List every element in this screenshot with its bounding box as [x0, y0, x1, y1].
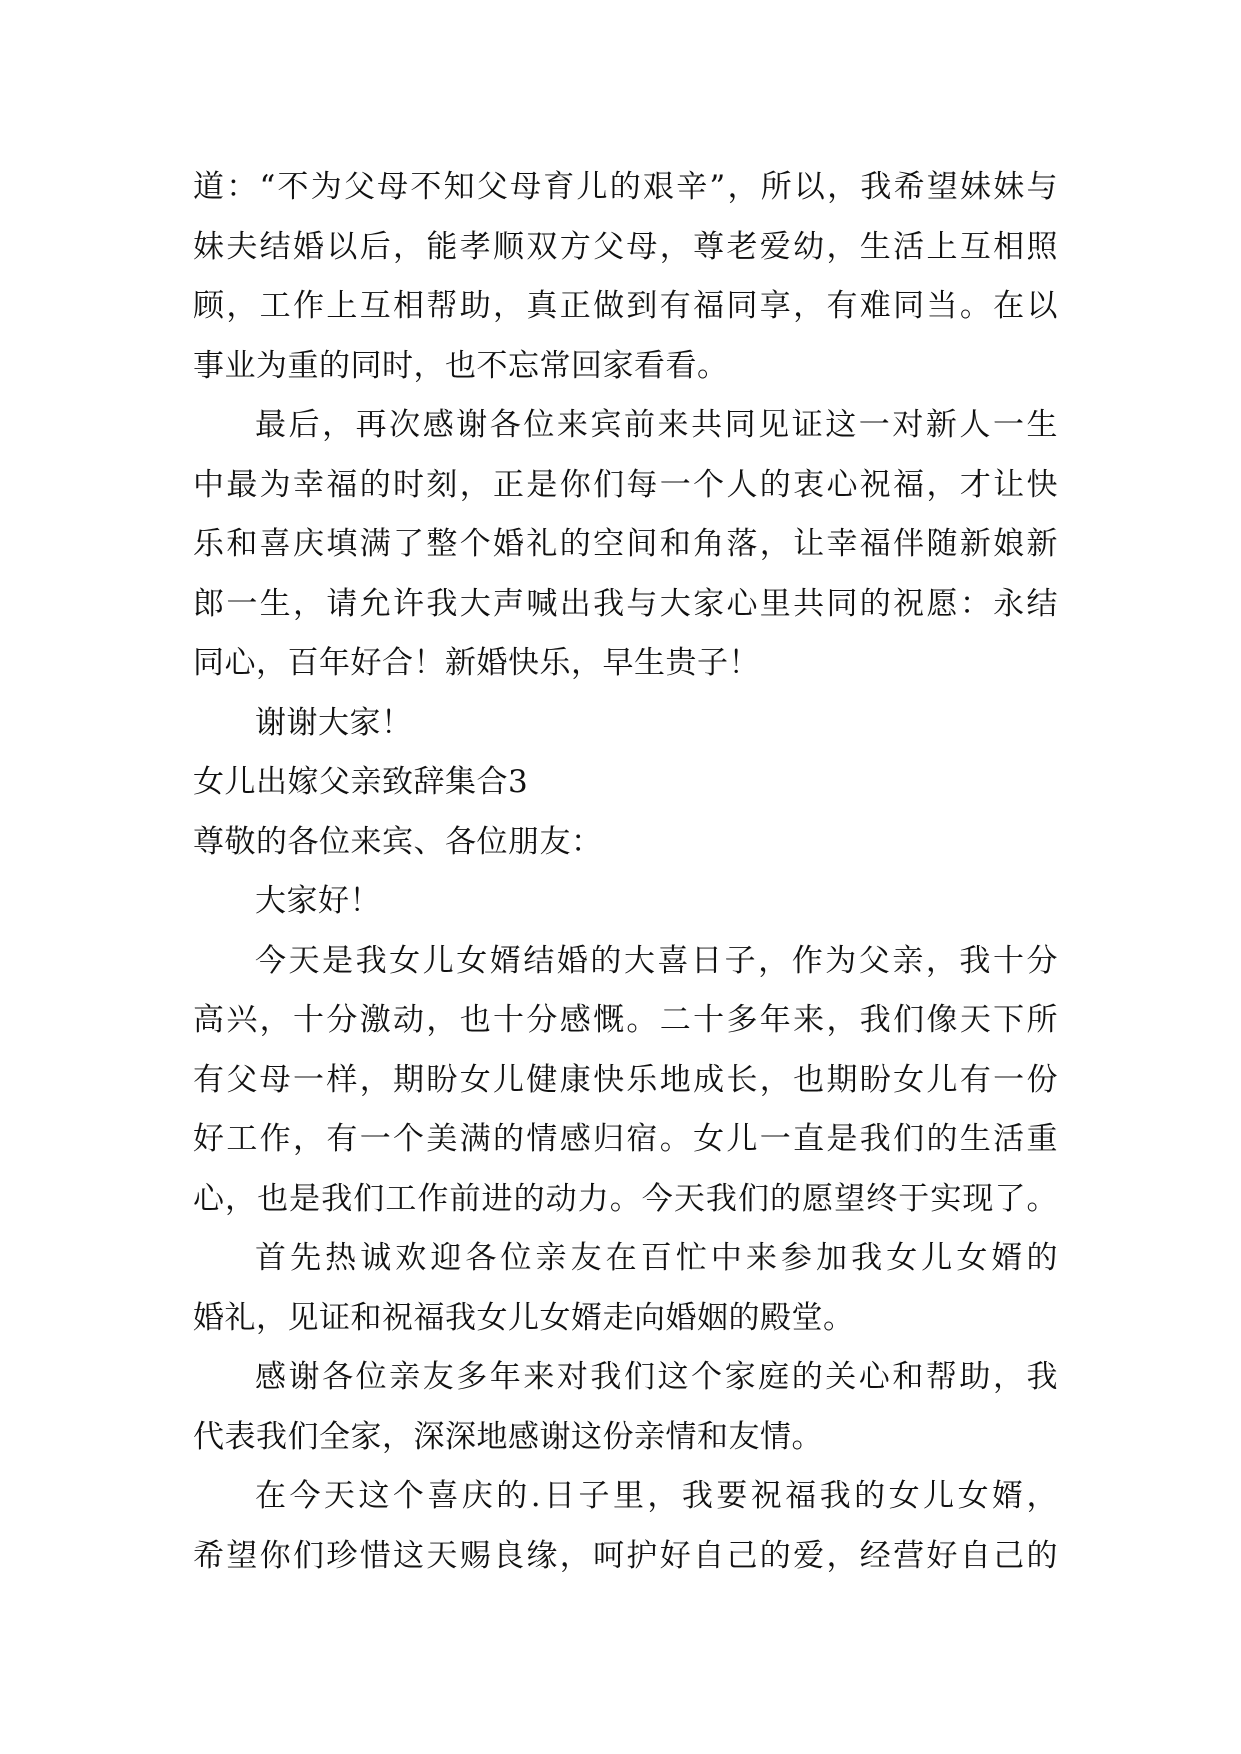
paragraph-line: 代表我们全家，深深地感谢这份亲情和友情。	[193, 1418, 823, 1455]
paragraph-line: 心，也是我们工作前进的动力。今天我们的愿望终于实现了。	[193, 1180, 1058, 1217]
paragraph-line: 顾，工作上互相帮助，真正做到有福同享，有难同当。在以	[193, 288, 1058, 324]
paragraph-line: 乐和喜庆填满了整个婚礼的空间和角落，让幸福伴随新娘新	[193, 526, 1058, 562]
greeting: 大家好！	[255, 883, 381, 919]
closing-thanks: 谢谢大家！	[255, 704, 413, 741]
salutation: 尊敬的各位来宾、各位朋友：	[193, 823, 603, 860]
paragraph-line: 郎一生，请允许我大声喊出我与大家心里共同的祝愿：永结	[193, 585, 1058, 622]
paragraph-line: 中最为幸福的时刻，正是你们每一个人的衷心祝福，才让快	[193, 466, 1058, 503]
paragraph-line: 高兴，十分激动，也十分感慨。二十多年来，我们像天下所	[193, 1002, 1058, 1038]
paragraph-line: 首先热诚欢迎各位亲友在百忙中来参加我女儿女婿的	[255, 1240, 1058, 1276]
paragraph-line: 在今天这个喜庆的.日子里，我要祝福我的女儿女婿，	[255, 1478, 1058, 1514]
paragraph-line: 有父母一样，期盼女儿健康快乐地成长，也期盼女儿有一份	[193, 1061, 1058, 1098]
paragraph-line: 好工作，有一个美满的情感归宿。女儿一直是我们的生活重	[193, 1121, 1058, 1157]
paragraph-line: 妹夫结婚以后，能孝顺双方父母，尊老爱幼，生活上互相照	[193, 228, 1058, 265]
paragraph-line: 最后，再次感谢各位来宾前来共同见证这一对新人一生	[255, 407, 1058, 443]
paragraph-line: 道：“不为父母不知父母育儿的艰辛”，所以，我希望妹妹与	[193, 169, 1058, 205]
document-body	[193, 158, 1058, 1586]
section-heading: 女儿出嫁父亲致辞集合3	[193, 764, 529, 800]
paragraph-line: 感谢各位亲友多年来对我们这个家庭的关心和帮助，我	[255, 1359, 1058, 1395]
paragraph-line: 事业为重的同时，也不忘常回家看看。	[193, 347, 729, 384]
paragraph-line: 婚礼，见证和祝福我女儿女婿走向婚姻的殿堂。	[193, 1299, 855, 1336]
paragraph-line: 今天是我女儿女婿结婚的大喜日子，作为父亲，我十分	[255, 942, 1058, 979]
paragraph-line: 同心，百年好合！新婚快乐，早生贵子！	[193, 645, 760, 681]
paragraph-line: 希望你们珍惜这天赐良缘，呵护好自己的爱，经营好自己的	[193, 1537, 1058, 1574]
